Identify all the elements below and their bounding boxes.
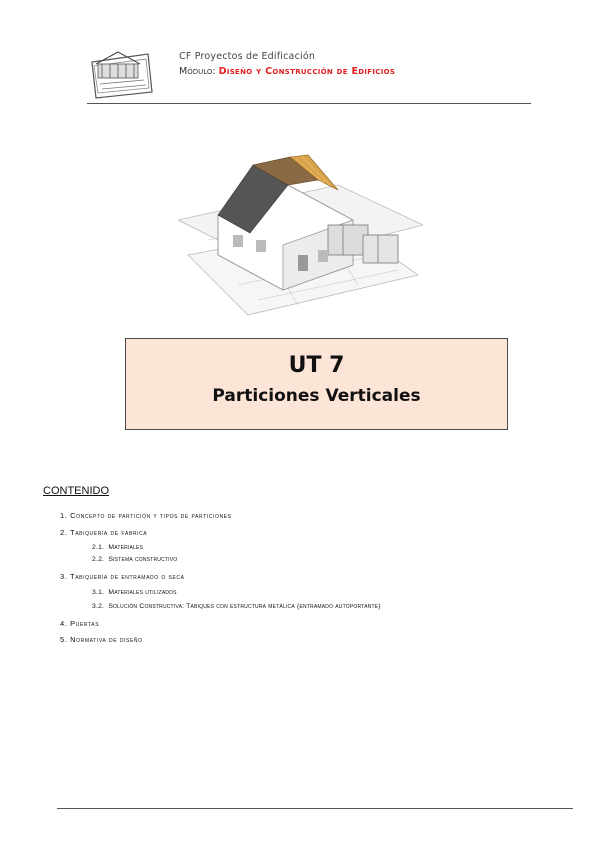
- unit-subtitle: Particiones Verticales: [212, 386, 421, 406]
- module-prefix: Módulo:: [179, 66, 219, 77]
- toc-subitem: 3.2. Solución Constructiva: Tabiques con estructura metálica (entramado autoportante): [92, 603, 381, 610]
- header-divider: [87, 103, 531, 104]
- module-name: Diseño y Construcción de Edificios: [218, 66, 396, 77]
- toc-item: 5. Normativa de diseño: [60, 635, 143, 644]
- unit-number: UT 7: [288, 353, 345, 378]
- toc-subitem: 2.2. Sistema constructivo: [92, 556, 178, 563]
- module-logo-icon: [88, 44, 156, 102]
- contents-heading: CONTENIDO: [43, 485, 109, 497]
- module-line: [179, 64, 395, 79]
- unit-title-box: [125, 338, 508, 430]
- toc-item: 2. Tabiquería de fábrica: [60, 528, 148, 537]
- toc-subitem: 3.1. Materiales utilizados: [92, 589, 177, 596]
- toc-item: 3. Tabiquería de entramado o seca: [60, 572, 185, 581]
- course-title: CF Proyectos de Edificación: [179, 51, 316, 62]
- toc-subitem: 2.1. Materiales: [92, 544, 144, 551]
- document-header: [179, 49, 395, 79]
- footer-divider: [57, 808, 573, 809]
- house-construction-illustration: [178, 145, 423, 320]
- toc-item: 4. Puertas: [60, 619, 100, 628]
- toc-item: 1. Concepto de partición y tipos de particiones: [60, 511, 232, 520]
